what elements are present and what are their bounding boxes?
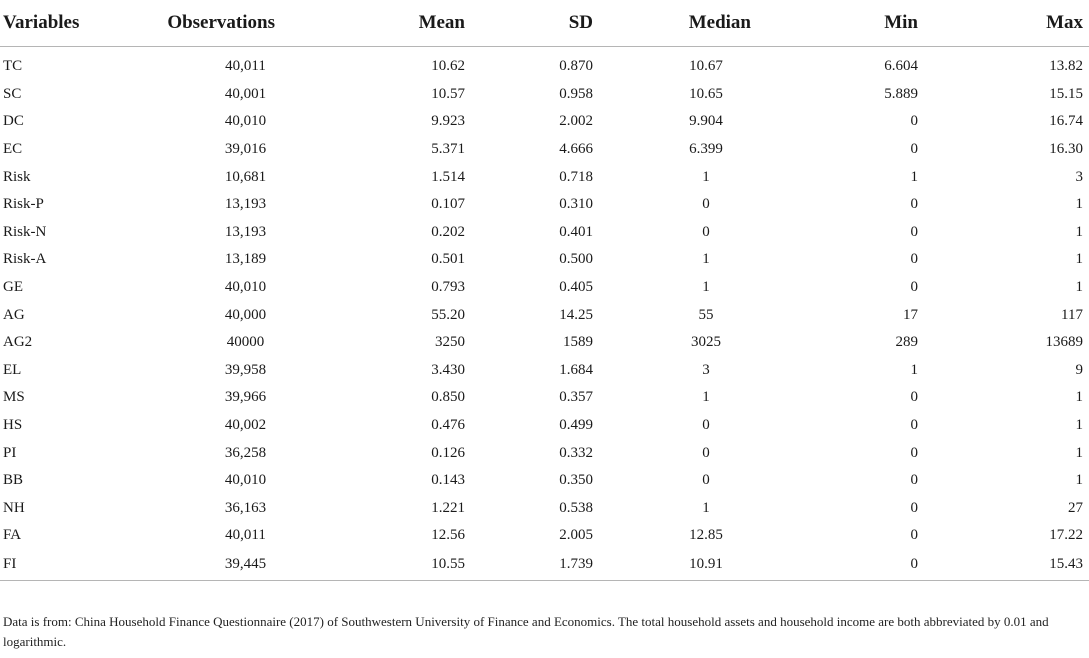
cell-mean: 0.202 [431,223,465,240]
cell-mean: 0.476 [431,417,465,434]
cell-observations: 40000 [226,334,265,351]
cell-observations: 13,193 [224,223,267,240]
cell-mean: 10.62 [431,58,465,75]
cell-sd: 0.500 [559,251,593,268]
table-row [0,495,1089,523]
cell-observations: 40,011 [225,527,266,544]
cell-sd: 0.401 [559,223,593,240]
cell-min: 1 [910,361,918,378]
cell-observations: 40,010 [224,472,267,489]
cell-max: 117 [1061,306,1083,323]
cell-max: 1 [1075,279,1083,296]
table-row [0,301,1089,329]
cell-mean: 0.501 [431,251,465,268]
cell-median: 0 [702,472,710,489]
cell-sd: 1.684 [559,361,593,378]
header-row [0,0,1089,47]
cell-min: 1 [910,168,918,185]
cell-variable: PI [3,444,17,461]
cell-max: 1 [1075,251,1083,268]
table-row [0,136,1089,164]
cell-median: 0 [702,223,710,240]
cell-sd: 0.350 [559,472,593,489]
cell-observations: 36,258 [224,444,267,461]
cell-variable: HS [3,417,23,434]
cell-median: 10.65 [689,85,723,102]
cell-min: 17 [903,306,918,323]
cell-max: 3 [1075,168,1083,185]
cell-variable: AG [3,306,25,323]
header-sd: SD [475,0,617,47]
cell-variable: EL [3,361,22,378]
cell-min: 0 [910,196,918,213]
cell-mean: 1.514 [431,168,465,185]
cell-max: 1 [1075,444,1083,461]
table-row [0,439,1089,467]
header-observations: Observations [150,0,305,47]
cell-mean: 0.793 [431,279,465,296]
cell-sd: 4.666 [559,141,593,158]
cell-observations: 40,011 [225,58,266,75]
cell-sd: 0.538 [559,499,593,516]
header-variables: Variables [0,0,150,47]
cell-mean: 0.143 [431,472,465,489]
cell-median: 1 [702,499,710,516]
cell-variable: TC [3,58,23,75]
cell-observations: 40,010 [224,113,267,130]
cell-variable: Risk-A [3,251,47,268]
cell-observations: 40,002 [224,417,267,434]
cell-observations: 13,193 [224,196,267,213]
cell-sd: 0.718 [559,168,593,185]
header-max: Max [945,0,1089,47]
cell-max: 1 [1075,389,1083,406]
cell-max: 17.22 [1049,527,1083,544]
table-row [0,163,1089,191]
cell-median: 1 [702,279,710,296]
cell-variable: AG2 [3,334,33,351]
header-median: Median [617,0,785,47]
table-row [0,357,1089,385]
table-row [0,81,1089,109]
cell-observations: 40,000 [224,306,267,323]
cell-sd: 14.25 [559,306,593,323]
cell-median: 0 [702,196,710,213]
table-row [0,274,1089,302]
cell-variable: Risk-P [3,196,44,213]
cell-variable: MS [3,389,25,406]
cell-observations: 39,445 [150,550,305,581]
cell-mean: 3250 [435,334,465,351]
cell-variable: BB [3,472,24,489]
cell-variable: FI [0,550,150,581]
cell-mean: 3.430 [431,361,465,378]
cell-median: 3 [702,361,710,378]
cell-max: 13689 [1045,334,1083,351]
cell-max: 1 [1075,417,1083,434]
cell-median: 12.85 [689,527,723,544]
table-row [0,412,1089,440]
cell-max: 1 [1075,196,1083,213]
cell-max: 1 [1075,472,1083,489]
cell-variable: NH [3,499,25,516]
cell-median: 1 [702,389,710,406]
cell-median: 0 [702,444,710,461]
cell-mean: 5.371 [431,141,465,158]
cell-mean: 0.126 [431,444,465,461]
cell-sd: 0.870 [559,58,593,75]
cell-sd: 0.958 [559,85,593,102]
table-header [0,0,1089,47]
cell-mean: 1.221 [431,499,465,516]
cell-min: 0 [910,251,918,268]
cell-observations: 13,189 [224,251,267,268]
cell-mean: 10.55 [305,550,475,581]
cell-observations: 39,016 [224,141,267,158]
cell-mean: 55.20 [431,306,465,323]
cell-variable: SC [3,85,22,102]
table-row [0,467,1089,495]
cell-median: 1 [702,251,710,268]
cell-variable: Risk-N [3,223,47,240]
table-row [0,47,1089,81]
cell-mean: 9.923 [431,113,465,130]
cell-min: 0 [910,279,918,296]
table-row [0,329,1089,357]
cell-min: 0 [910,389,918,406]
cell-median: 6.399 [689,141,723,158]
cell-variable: FA [3,527,22,544]
cell-observations: 39,966 [224,389,267,406]
header-mean: Mean [305,0,475,47]
cell-mean: 0.107 [431,196,465,213]
cell-median: 55 [698,306,714,323]
cell-max: 13.82 [1049,58,1083,75]
cell-sd: 0.332 [559,444,593,461]
cell-variable: DC [3,113,24,130]
cell-max: 15.15 [1049,85,1083,102]
cell-sd: 1.739 [475,550,617,581]
cell-min: 0 [785,550,945,581]
cell-variable: EC [3,141,23,158]
cell-median: 3025 [691,334,721,351]
table-row [0,219,1089,247]
cell-sd: 0.357 [559,389,593,406]
cell-median: 10.91 [617,550,785,581]
cell-min: 0 [910,527,918,544]
cell-max: 16.30 [1049,141,1083,158]
cell-min: 5.889 [884,85,918,102]
table-row [0,108,1089,136]
table-row [0,384,1089,412]
cell-mean: 0.850 [431,389,465,406]
table-body [0,47,1089,581]
cell-min: 0 [910,141,918,158]
cell-max: 15.43 [945,550,1089,581]
cell-min: 0 [910,444,918,461]
cell-min: 0 [910,417,918,434]
cell-sd: 0.310 [559,196,593,213]
cell-observations: 39,958 [224,361,267,378]
cell-sd: 2.002 [559,113,593,130]
table-row [0,246,1089,274]
cell-observations: 40,001 [224,85,267,102]
table-row [0,191,1089,219]
cell-max: 27 [1068,499,1083,516]
table-row [0,522,1089,550]
cell-variable: GE [3,279,23,296]
cell-mean: 12.56 [431,527,465,544]
cell-observations: 40,010 [224,279,267,296]
cell-mean: 10.57 [431,85,465,102]
cell-max: 1 [1075,223,1083,240]
cell-sd: 2.005 [559,527,593,544]
cell-sd: 0.499 [559,417,593,434]
cell-max: 16.74 [1049,113,1083,130]
cell-min: 0 [910,113,918,130]
cell-observations: 10,681 [224,168,267,185]
cell-min: 289 [895,334,918,351]
table-row [0,550,1089,581]
cell-observations: 36,163 [224,499,267,516]
cell-median: 0 [702,417,710,434]
cell-median: 10.67 [689,58,723,75]
cell-sd: 0.405 [559,279,593,296]
cell-min: 0 [910,472,918,489]
header-min: Min [785,0,945,47]
cell-min: 0 [910,499,918,516]
cell-max: 9 [1075,361,1083,378]
cell-median: 9.904 [689,113,723,130]
cell-median: 1 [702,168,710,185]
cell-min: 6.604 [884,58,918,75]
cell-min: 0 [910,223,918,240]
table-footnote: Data is from: China Household Finance Questionnaire (2017) of Southwestern University of Finance and Economics. The total household assets and household income are both abbreviated by 0.01 and logarithmic. [3,614,1049,649]
cell-sd: 1589 [563,334,593,351]
cell-variable: Risk [3,168,31,185]
